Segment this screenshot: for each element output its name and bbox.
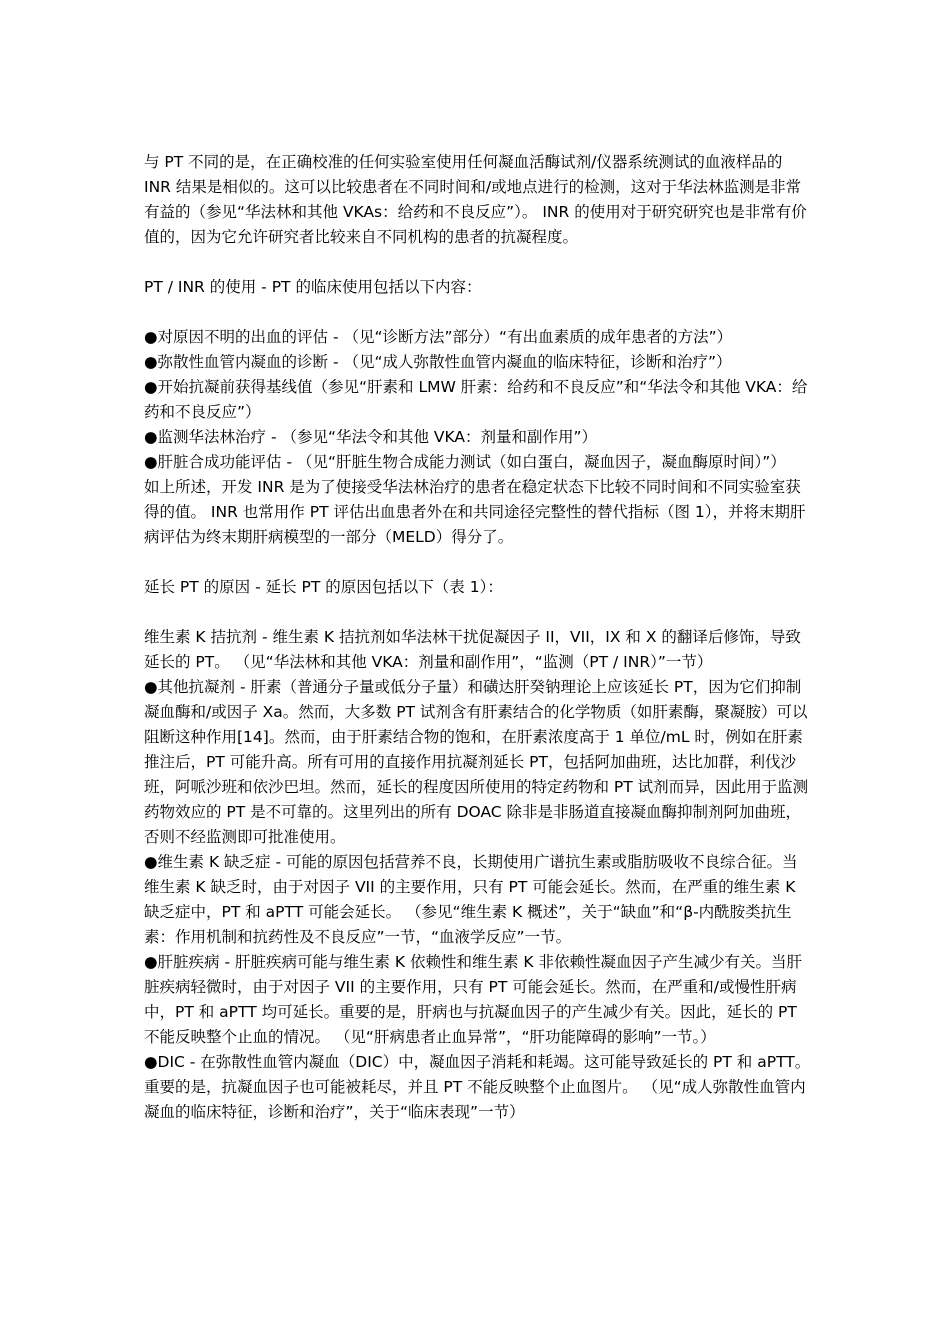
paragraph-inr-development: 如上所述，开发 INR 是为了使接受华法林治疗的患者在稳定状态下比较不同时间和不同实验室获得的值。 INR 也常用作 PT 评估出血患者外在和共同途径完整性的替代指标（图 1），并将末期肝病评估为终末期肝病模型的一部分（MELD）得分了。 — [144, 478, 806, 546]
bullet-dic-diagnosis: ●弥散性血管内凝血的诊断 - （见“成人弥散性血管内凝血的临床特征，诊断和治疗”） — [144, 353, 732, 371]
bullet-other-anticoagulants: ●其他抗凝剂 - 肝素（普通分子量或低分子量）和磺达肝癸钠理论上应该延长 PT，因为它们抑制凝血酶和/或因子 Xa。然而，大多数 PT 试剂含有肝素结合的化学物质（如肝素酶，聚凝胺）可以阻断这种作用[14]。然而，由于肝素结合物的饱和，在肝素浓度高于 1 单位/mL 时，例如在肝素推注后，PT 可能升高。所有可用的直接作用抗凝剂延长 PT，包括阿加曲班，达比加群，利伐沙班，阿哌沙班和依沙巴坦。然而，延长的程度因所使用的特定药物和 PT 试剂而异，因此用于监测药物效应的 PT 是不可靠的。这里列出的所有 DOAC 除非是非肠道直接凝血酶抑制剂阿加曲班，否则不经监测即可批准使用。 — [144, 678, 809, 846]
bullet-unexplained-bleeding: ●对原因不明的出血的评估 - （见“诊断方法”部分）“有出血素质的成年患者的方法”） — [144, 328, 733, 346]
bullet-liver-disease: ●肝脏疾病 - 肝脏疾病可能与维生素 K 依赖性和维生素 K 非依赖性凝血因子产生减少有关。当肝脏疾病轻微时，由于对因子 VII 的主要作用，只有 PT 可能会延长。然而，在严重和/或慢性肝病中，PT 和 aPTT 均可延长。重要的是，肝病也与抗凝血因子的产生减少有关。因此，延长的 PT 不能反映整个止血的情况。 （见“肝病患者止血异常”，“肝功能障碍的影响”一节。） — [144, 953, 803, 1046]
section-heading-prolonged-pt-causes: 延长 PT 的原因 - 延长 PT 的原因包括以下（表 1）： — [144, 578, 503, 596]
spacer — [144, 550, 812, 575]
paragraph-inr-comparability: 与 PT 不同的是，在正确校准的任何实验室使用任何凝血活酶试剂/仪器系统测试的血液样品的 INR 结果是相似的。这可以比较患者在不同时间和/或地点进行的检测，这对于华法林监测是非常有益的（参见“华法林和其他 VKAs：给药和不良反应”）。 INR 的使用对于研究研究也是非常有价值的，因为它允许研究者比较来自不同机构的患者的抗凝程度。 — [144, 153, 807, 246]
bullet-vitamin-k-deficiency: ●维生素 K 缺乏症 - 可能的原因包括营养不良，长期使用广谱抗生素或脂肪吸收不良综合征。当维生素 K 缺乏时，由于对因子 VII 的主要作用，只有 PT 可能会延长。然而，在严重的维生素 K 缺乏症中，PT 和 aPTT 可能会延长。 （参见“维生素 K 概述”，关于“缺血”和“β-内酰胺类抗生素：作用机制和抗药性及不良反应”一节，“血液学反应”一节。 — [144, 853, 798, 946]
section-heading-pt-inr-uses: PT / INR 的使用 - PT 的临床使用包括以下内容： — [144, 278, 482, 296]
spacer — [144, 250, 812, 275]
bullet-warfarin-monitoring: ●监测华法林治疗 - （参见“华法令和其他 VKA：剂量和副作用”） — [144, 428, 598, 446]
bullet-baseline-values: ●开始抗凝前获得基线值（参见“肝素和 LMW 肝素：给药和不良反应”和“华法令和其他 VKA：给药和不良反应”） — [144, 378, 808, 421]
bullet-dic: ●DIC - 在弥散性血管内凝血（DIC）中，凝血因子消耗和耗竭。这可能导致延长的 PT 和 aPTT。重要的是，抗凝血因子也可能被耗尽，并且 PT 不能反映整个止血图片。 （见“成人弥散性血管内凝血的临床特征，诊断和治疗”，关于“临床表现”一节） — [144, 1053, 811, 1121]
bullet-liver-synthetic-function: ●肝脏合成功能评估 - （见“肝脏生物合成能力测试（如白蛋白，凝血因子，凝血酶原时间）”） — [144, 453, 786, 471]
document-page — [144, 150, 812, 1125]
paragraph-vitamin-k-antagonists: 维生素 K 拮抗剂 - 维生素 K 拮抗剂如华法林干扰促凝因子 II，VII，IX 和 X 的翻译后修饰，导致延长的 PT。 （见“华法林和其他 VKA：剂量和副作用”，“监测（PT / INR）”一节） — [144, 628, 801, 671]
spacer — [144, 600, 812, 625]
spacer — [144, 300, 812, 325]
